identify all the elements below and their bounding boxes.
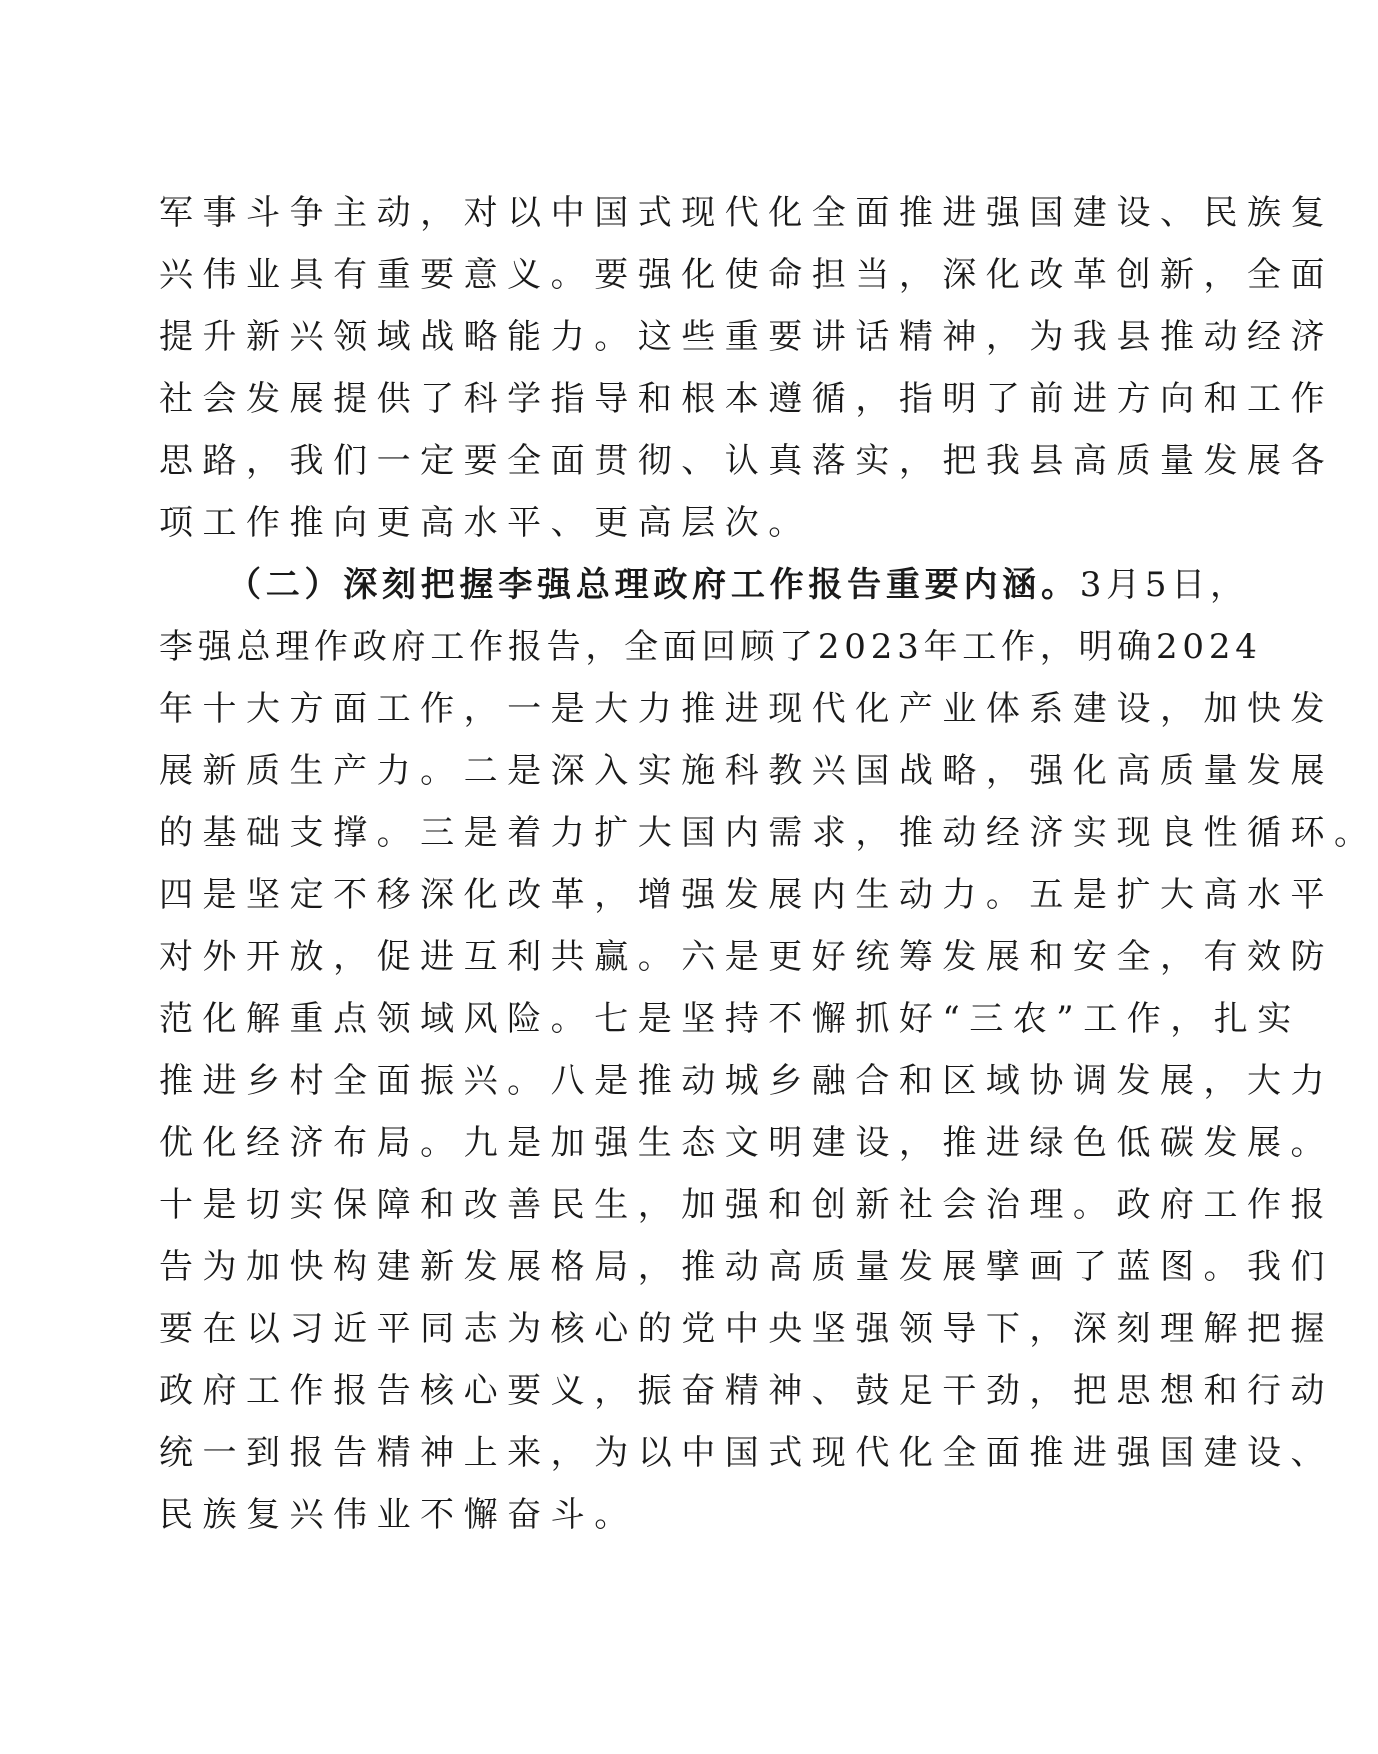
section-heading-line bbox=[159, 561, 1249, 623]
paragraph-line: 范化解重点领域风险。七是坚持不懈抓好“三农”工作，扎实 bbox=[159, 999, 1301, 1039]
paragraph-1 bbox=[159, 189, 1335, 561]
paragraph-line: 推进乡村全面振兴。八是推动城乡融合和区域协调发展，大力 bbox=[159, 1061, 1335, 1101]
paragraph-line: 优化经济布局。九是加强生态文明建设，推进绿色低碳发展。 bbox=[159, 1123, 1335, 1163]
paragraph-line: 社会发展提供了科学指导和根本遵循，指明了前进方向和工作 bbox=[159, 379, 1335, 419]
paragraph-line: 展新质生产力。二是深入实施科教兴国战略，强化高质量发展 bbox=[159, 751, 1335, 791]
paragraph-line: 民族复兴伟业不懈奋斗。 bbox=[159, 1495, 638, 1535]
paragraph-line: 统一到报告精神上来，为以中国式现代化全面推进强国建设、 bbox=[159, 1433, 1335, 1473]
paragraph-2 bbox=[159, 561, 1378, 1553]
paragraph-line: 军事斗争主动，对以中国式现代化全面推进强国建设、民族复 bbox=[159, 193, 1335, 233]
paragraph-line: 提升新兴领域战略能力。这些重要讲话精神，为我县推动经济 bbox=[159, 317, 1335, 357]
paragraph-line: 李强总理作政府工作报告，全面回顾了2023年工作，明确2024 bbox=[159, 627, 1262, 667]
paragraph-line: 十是切实保障和改善民生，加强和创新社会治理。政府工作报 bbox=[159, 1185, 1335, 1225]
paragraph-line: 年十大方面工作，一是大力推进现代化产业体系建设，加快发 bbox=[159, 689, 1335, 729]
paragraph-line: 兴伟业具有重要意义。要强化使命担当，深化改革创新，全面 bbox=[159, 255, 1335, 295]
paragraph-line: 四是坚定不移深化改革，增强发展内生动力。五是扩大高水平 bbox=[159, 875, 1335, 915]
heading-tail-text: 3月5日， bbox=[1079, 565, 1249, 605]
paragraph-line: 的基础支撑。三是着力扩大国内需求，推动经济实现良性循环。 bbox=[159, 813, 1378, 853]
paragraph-line: 项工作推向更高水平、更高层次。 bbox=[159, 503, 812, 543]
paragraph-line: 思路，我们一定要全面贯彻、认真落实，把我县高质量发展各 bbox=[159, 441, 1335, 481]
document-body bbox=[159, 189, 1378, 1553]
paragraph-line: 告为加快构建新发展格局，推动高质量发展擘画了蓝图。我们 bbox=[159, 1247, 1335, 1287]
paragraph-line: 要在以习近平同志为核心的党中央坚强领导下，深刻理解把握 bbox=[159, 1309, 1335, 1349]
paragraph-line: 政府工作报告核心要义，振奋精神、鼓足干劲，把思想和行动 bbox=[159, 1371, 1335, 1411]
section-heading: （二）深刻把握李强总理政府工作报告重要内涵。 bbox=[227, 565, 1080, 605]
paragraph-line: 对外开放，促进互利共赢。六是更好统筹发展和安全，有效防 bbox=[159, 937, 1335, 977]
